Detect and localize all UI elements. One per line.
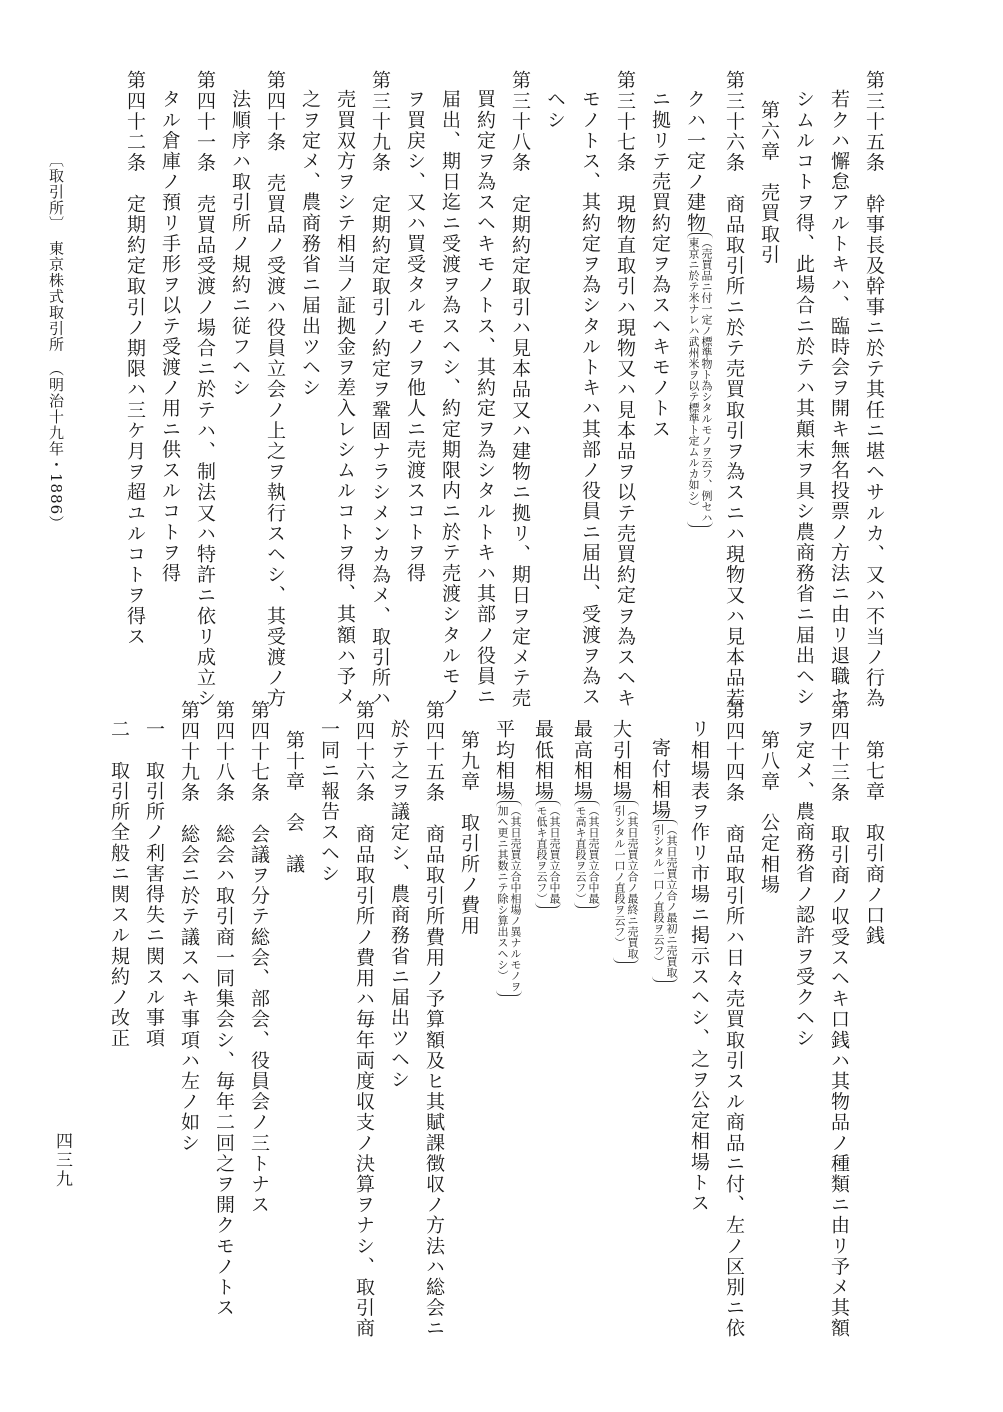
text-line (525, 700, 564, 1339)
line-text: 平均相場 (493, 719, 515, 802)
text-line (821, 70, 856, 709)
line-text: ヲ定メ、農商務省ノ認許ヲ受クヘシ (793, 719, 815, 1049)
line-text: 第四十九条 総会ニ於テ議スヘキ事項ハ左ノ如シ (178, 700, 200, 1154)
text-line (136, 700, 171, 1339)
page-number: 四三九 (52, 1132, 72, 1189)
line-text: 第四十五条 商品取引所費用ノ予算額及ヒ其賦課徴収ノ方法ハ総会ニ (423, 700, 445, 1339)
annotation-line: モ低キ直段ヲ云フ） (535, 805, 548, 905)
text-line (257, 70, 292, 709)
text-line (362, 70, 397, 709)
line-text: 売買双方ヲシテ相当ノ証拠金ヲ差入レシムルコトヲ得、其額ハ予メ (334, 89, 356, 707)
line-text: 第三十九条 定期約定取引ノ約定ヲ鞏固ナラシメンカ為メ、取引所ハ (369, 70, 391, 709)
text-line (486, 700, 525, 1339)
text-line (416, 700, 451, 1339)
line-text: 第三十六条 商品取引所ニ於テ売買取引ヲ為スニハ現物又ハ見本品若 (723, 70, 745, 709)
annotation-line: 引シタル一口ノ直段ヲ云フ） (613, 805, 626, 949)
annotation-line: 引シタル一口ノ直段ヲ云フ） (652, 824, 665, 968)
line-text: 第四十七条 会議ヲ分テ総会、部会、役員会ノ三トナス (248, 700, 270, 1215)
text-line (786, 700, 821, 1339)
annotation-line: （其日売買立合中最 (548, 805, 561, 905)
chapter-heading (751, 70, 786, 709)
inline-annotation (574, 801, 600, 908)
text-line (171, 700, 206, 1339)
text-line (222, 70, 257, 709)
text-line (603, 700, 642, 1339)
upper-text-block (117, 70, 891, 709)
line-text: 第九章 取引所ノ費用 (458, 730, 480, 936)
text-line (187, 70, 222, 709)
chapter-heading (276, 700, 311, 1339)
line-text: 之ヲ定メ、農商務省ニ届出ツヘシ (299, 89, 321, 398)
line-text: 第四十四条 商品取引所ハ日々売買取引スル商品ニ付、左ノ区別ニ依 (723, 700, 745, 1339)
line-text: 第三十五条 幹事長及幹事ニ於テ其任ニ堪ヘサルカ、又ハ不当ノ行為 (863, 70, 885, 709)
text-line (292, 70, 327, 709)
text-line (642, 70, 677, 709)
text-line (502, 70, 537, 709)
line-text: シムルコトヲ得、此場合ニ於テハ其顛末ヲ具シ農商務省ニ届出ヘシ (793, 89, 815, 707)
inline-annotation (496, 801, 522, 996)
line-text: 一 取引所ノ利害得失ニ関スル事項 (143, 719, 165, 1049)
line-text: 最低相場 (532, 719, 554, 802)
line-text: 第三十八条 定期約定取引ハ見本品又ハ建物ニ拠リ、期日ヲ定メテ売 (509, 70, 531, 709)
text-line (346, 700, 381, 1339)
line-text: 第六章 売買取引 (758, 100, 780, 265)
line-text: ヲ買戻シ、又ハ買受タルモノヲ他人ニ売渡スコトヲ得 (404, 89, 426, 584)
text-line (677, 70, 716, 709)
line-text: モノトス、其約定ヲ為シタルトキハ其部ノ役員ニ届出、受渡ヲ為ス (579, 89, 601, 707)
line-text: 第十章 会 議 (283, 730, 305, 875)
inline-annotation (535, 801, 561, 908)
text-line (467, 70, 502, 709)
line-text: 第四十三条 取引商ノ収受スヘキ口銭ハ其物品ノ種類ニ由リ予メ其額 (828, 700, 850, 1339)
text-line (786, 70, 821, 709)
source-caption: 〔取引所〕 東京株式取引所 （明治十九年・1886） (47, 152, 65, 532)
line-text: 第七章 取引商ノ口銭 (863, 740, 885, 946)
chapter-heading (751, 700, 786, 1339)
text-line (311, 700, 346, 1339)
text-line (327, 70, 362, 709)
text-line (564, 700, 603, 1339)
text-line (381, 700, 416, 1339)
line-text: 最高相場 (571, 719, 593, 802)
text-line (117, 70, 152, 709)
annotation-line: 加ヘ更ニ其数ニテ除シ算出スヘシ） (496, 805, 509, 982)
line-text: 若クハ懈怠アルトキハ、臨時会ヲ開キ無名投票ノ方法ニ由リ退職セ (828, 89, 850, 707)
text-line (681, 700, 716, 1339)
line-text: 法順序ハ取引所ノ規約ニ従フヘシ (229, 89, 251, 398)
text-line (397, 70, 432, 709)
chapter-heading (856, 700, 891, 1339)
line-text: 第四十条 売買品ノ受渡ハ役員立会ノ上之ヲ執行スヘシ、其受渡ノ方 (264, 70, 286, 709)
line-text: タル倉庫ノ預リ手形ヲ以テ受渡ノ用ニ供スルコトヲ得 (159, 89, 181, 584)
line-text: 二 取引所全般ニ関スル規約ノ改正 (108, 719, 130, 1049)
annotation-line: モ高キ直段ヲ云フ） (574, 805, 587, 905)
annotation-line: （其日売買立合中最 (587, 805, 600, 905)
line-text: 第四十二条 定期約定取引ノ期限ハ三ケ月ヲ超ユルコトヲ得ス (124, 70, 146, 647)
line-text: クハ一定ノ建物 (684, 89, 706, 234)
annotation-line: 東京ニ於テ米ナレハ武州米ヲ以テ標準ト定ムルカ如シ） (687, 237, 700, 513)
line-text: 届出、期日迄ニ受渡ヲ為スヘシ、約定期限内ニ於テ売渡シタルモノ (439, 89, 461, 707)
line-text: 第四十八条 総会ハ取引商一同集会シ、毎年二回之ヲ開クモノトス (213, 700, 235, 1318)
text-line (537, 70, 572, 709)
inline-annotation (613, 801, 639, 963)
line-text: 寄付相場 (649, 738, 671, 821)
line-text: 買約定ヲ為スヘキモノトス、其約定ヲ為シタルトキハ其部ノ役員ニ (474, 89, 496, 707)
line-text: ヘシ (544, 89, 566, 131)
text-line (642, 700, 681, 1339)
text-line (572, 70, 607, 709)
inline-annotation (652, 820, 678, 982)
line-text: ニ拠リテ売買約定ヲ為スヘキモノトス (649, 89, 671, 440)
text-line (607, 70, 642, 709)
line-text: 第八章 公定相場 (758, 730, 780, 895)
annotation-line: （売買品ニ付一定ノ標準物ト為シタルモノヲ云フ、例セハ (700, 237, 713, 524)
text-line (716, 70, 751, 709)
inline-annotation (687, 233, 713, 527)
line-text: 第四十一条 売買品受渡ノ場合ニ於テハ、制法又ハ特許ニ依リ成立シ (194, 70, 216, 709)
line-text: 大引相場 (610, 719, 632, 802)
text-line (821, 700, 856, 1339)
annotation-line: （其日売買立合中相場ノ異ナルモノヲ (509, 805, 522, 993)
text-line (101, 700, 136, 1339)
text-line (856, 70, 891, 709)
text-line (432, 70, 467, 709)
line-text: 第三十七条 現物直取引ハ現物又ハ見本品ヲ以テ売買約定ヲ為スヘキ (614, 70, 636, 709)
annotation-line: （其日売買立合ノ最終ニ売買取 (626, 805, 639, 960)
annotation-line: （其日売買立合ノ最初ニ売買取 (665, 824, 678, 979)
line-text: 第四十六条 商品取引所ノ費用ハ毎年両度収支ノ決算ヲナシ、取引商 (353, 700, 375, 1339)
line-text: リ相場表ヲ作リ市場ニ掲示スヘシ、之ヲ公定相場トス (688, 719, 710, 1214)
line-text: 一同ニ報告スヘシ (318, 719, 340, 884)
line-text: 於テ之ヲ議定シ、農商務省ニ届出ツヘシ (388, 719, 410, 1090)
lower-text-block (101, 700, 891, 1339)
text-line (152, 70, 187, 709)
chapter-heading (451, 700, 486, 1339)
text-line (716, 700, 751, 1339)
text-line (206, 700, 241, 1339)
text-line (241, 700, 276, 1339)
